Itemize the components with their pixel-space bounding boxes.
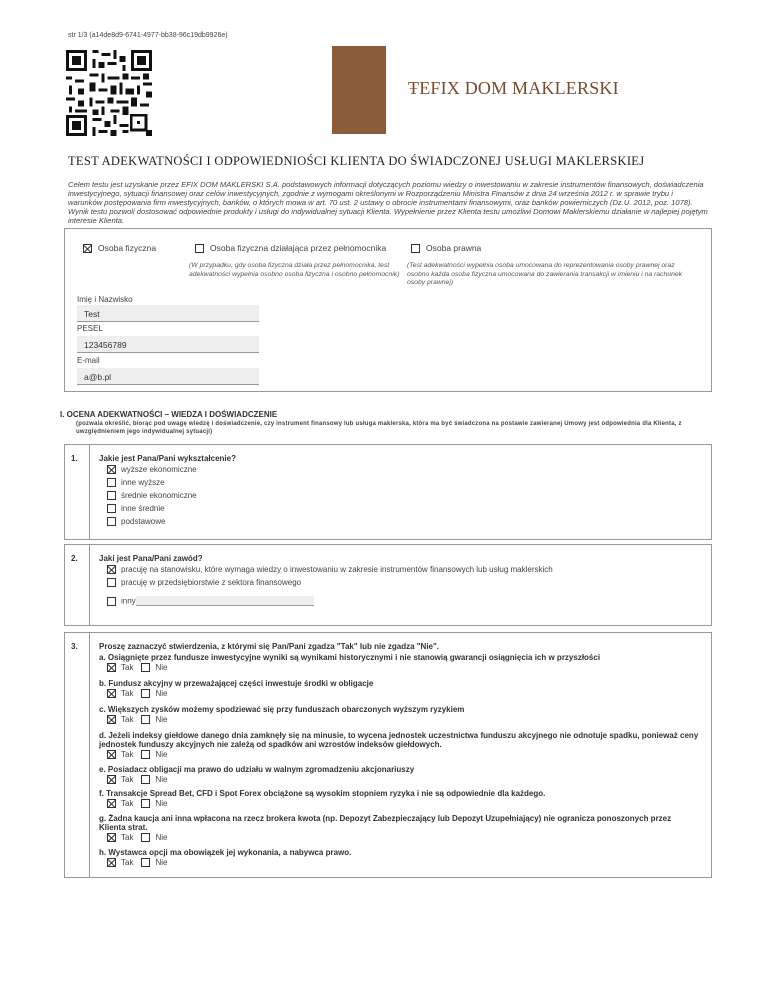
question-divider [89,445,90,539]
proxy-note: (W przypadku, gdy osoba fizyczna działa przez pełnomocnika, test adekwatności wypełnia osobno osoba fizyczna i osobno pełnomocnik) [189,262,400,278]
name-label: Imię i Nazwisko [77,295,133,304]
statement-e: e. Posiadacz obligacji ma prawo do udziału w walnym zgromadzeniu akcjonariuszy [99,765,415,774]
pesel-label: PESEL [77,324,103,333]
person-type-legal[interactable]: Osoba prawna [411,243,481,253]
checkbox-icon[interactable] [141,858,150,867]
statement-g: g. Żadna kaucja ani inna wpłacona na rzecz brokera kwota (np. Depozyt Zabezpieczający lub Depozyt Uzupełniający) nie ogranicza ponoszonych przez Klienta strat. [99,814,672,832]
checkbox-icon[interactable] [141,689,150,698]
checkbox-checked-icon[interactable] [107,775,116,784]
checkbox-icon[interactable] [141,775,150,784]
checkbox-icon[interactable] [107,504,116,513]
question-1-box [64,444,712,540]
question-2-box [64,544,712,626]
email-field[interactable]: a@b.pl [77,368,259,385]
checkbox-icon[interactable] [195,244,204,253]
question-divider [89,633,90,877]
pesel-field[interactable]: 123456789 [77,336,259,353]
checkbox-icon[interactable] [107,478,116,487]
question-text: Jaki jest Pana/Pani zawód? [99,554,203,563]
page-title: TEST ADEKWATNOŚCI I ODPOWIEDNIOŚCI KLIENTA DO ŚWIADCZONEJ USŁUGI MAKLERSKIEJ [68,154,645,168]
q1-option[interactable]: średnie ekonomiczne [107,491,197,500]
question-text: Proszę zaznaczyć stwierdzenia, z którymi się Pan/Pani zgadza "Tak" lub nie zgadza "Nie". [99,642,440,651]
answer-f: Tak Nie [107,799,167,808]
checkbox-checked-icon[interactable] [107,715,116,724]
statement-h: h. Wystawca opcji ma obowiązek jej wykonania, a nabywca prawo. [99,848,352,857]
company-logo [408,78,619,99]
statement-a: a. Osiągnięte przez fundusze inwestycyjne wyniki są wynikami historycznymi i nie stanowią gwarancji osiągnięcia ich w przyszłości [99,653,601,662]
checkbox-checked-icon[interactable] [107,858,116,867]
answer-b: Tak Nie [107,689,167,698]
checkbox-checked-icon[interactable] [107,465,116,474]
email-label: E-mail [77,356,100,365]
intro-text: Celem testu jest uzyskanie przez EFIX DOM MAKLERSKI S.A. podstawowych informacji dotyczących poziomu wiedzy o inwestowaniu w zakresie instrumentów finansowych, doświadczenia inwestycyjnego, sytuacji finansowej oraz celów inwestycyjnych, zgodnie z wymogami określonymi w Rozporządzeniu Ministra Finansów z dnia 24 września 2012 r. w sprawie trybu i warunków postępowania firm inwestycyjnych, banków, o których mowa w art. 70 ust. 2 ustawy o obrocie instrumentami finansowymi, oraz banków powierniczych (Dz.U. 2012, poz. 1078). Wynik testu pozwoli dostosować odpowiednie produkty i usługi do indywidualnej sytuacji Klienta. Wypełnienie przez Klienta testu umożliwi Domowi Maklerskiemu działanie w najlepiej pojętym interesie Klienta. [68,180,708,225]
checkbox-icon[interactable] [411,244,420,253]
checkbox-checked-icon[interactable] [107,689,116,698]
checkbox-checked-icon[interactable] [107,565,116,574]
q1-option[interactable]: inne średnie [107,504,165,513]
statement-f: f. Transakcje Spread Bet, CFD i Spot Forex obciążone są wysokim stopniem ryzyka i nie są odpowiednie dla każdego. [99,789,546,798]
question-text: Jakie jest Pana/Pani wykształcenie? [99,454,236,463]
checkbox-icon[interactable] [107,578,116,587]
statement-c: c. Większych zysków możemy spodziewać się przy funduszach obarczonych wyższym ryzykiem [99,705,465,714]
q1-option[interactable]: inne wyższe [107,478,165,487]
q1-option[interactable]: podstawowe [107,517,165,526]
checkbox-icon[interactable] [141,663,150,672]
answer-a: Tak Nie [107,663,167,672]
question-number: 2. [71,554,78,563]
page-reference: str 1/3 (a14de8d9-6741-4977-bb38-96c19db9926e) [68,32,228,39]
statement-d: d. Jeżeli indeksy giełdowe danego dnia zamknęły się na minusie, to wycena jednostek uczestnictwa funduszu akcyjnego nie odnotuje spadku, ponieważ ceny jednostek funduszy akcyjnych nie zależą od spadków ani wzrostów indeksów giełdowych. [99,731,699,749]
logo-symbol: Ŧ [408,78,420,98]
question-3-box [64,632,712,878]
legal-note: (Test adekwatności wypełnia osoba umocowana do reprezentowania osoby prawnej oraz osobno każda osoba fizyczna umocowana do zawierania transakcji w imieniu i na rachunek osoby prawnej) [407,262,683,286]
client-data-box [64,228,712,392]
checkbox-icon[interactable] [141,715,150,724]
answer-g: Tak Nie [107,833,167,842]
checkbox-icon[interactable] [107,517,116,526]
statement-b: b. Fundusz akcyjny w przeważającej części inwestuje środki w obligacje [99,679,374,688]
name-field[interactable]: Test [77,305,259,322]
checkbox-icon[interactable] [141,750,150,759]
answer-e: Tak Nie [107,775,167,784]
checkbox-icon[interactable] [141,799,150,808]
person-type-individual-proxy[interactable]: Osoba fizyczna działająca przez pełnomocnika [195,243,386,253]
answer-d: Tak Nie [107,750,167,759]
checkbox-checked-icon[interactable] [107,750,116,759]
q2-option[interactable]: pracuję w przedsiębiorstwie z sektora finansowego [107,578,301,587]
other-occupation-input[interactable] [136,596,314,606]
brand-color-bar [332,46,386,134]
qr-code [66,50,152,136]
question-number: 3. [71,642,78,651]
answer-h: Tak Nie [107,858,167,867]
checkbox-icon[interactable] [107,491,116,500]
checkbox-checked-icon[interactable] [107,799,116,808]
question-divider [89,545,90,625]
checkbox-checked-icon[interactable] [107,833,116,842]
q1-option[interactable]: wyższe ekonomiczne [107,465,197,474]
logo-text: EFIX DOM MAKLERSKI [419,78,619,98]
question-number: 1. [71,454,78,463]
q2-option-other[interactable]: inny [107,596,314,606]
answer-c: Tak Nie [107,715,167,724]
checkbox-icon[interactable] [141,833,150,842]
person-type-individual[interactable]: Osoba fizyczna [83,243,156,253]
q2-option[interactable]: pracuję na stanowisku, które wymaga wiedzy o inwestowaniu w zakresie instrumentów finansowych lub usług maklerskich [107,565,553,574]
section-subtitle: (pozwala określić, biorąc pod uwagę wiedzę i doświadczenie, czy instrument finansowy lub usługa maklerska, która ma być świadczona na postawie zawieranej Umowy jest odpowiednia dla Klienta, z uwzględnieniem jego indywidualnej sytuacji) [76,421,682,435]
section-title: I. OCENA ADEKWATNOŚCI – WIEDZA I DOŚWIADCZENIE [60,410,278,419]
checkbox-checked-icon[interactable] [83,244,92,253]
checkbox-icon[interactable] [107,597,116,606]
checkbox-checked-icon[interactable] [107,663,116,672]
